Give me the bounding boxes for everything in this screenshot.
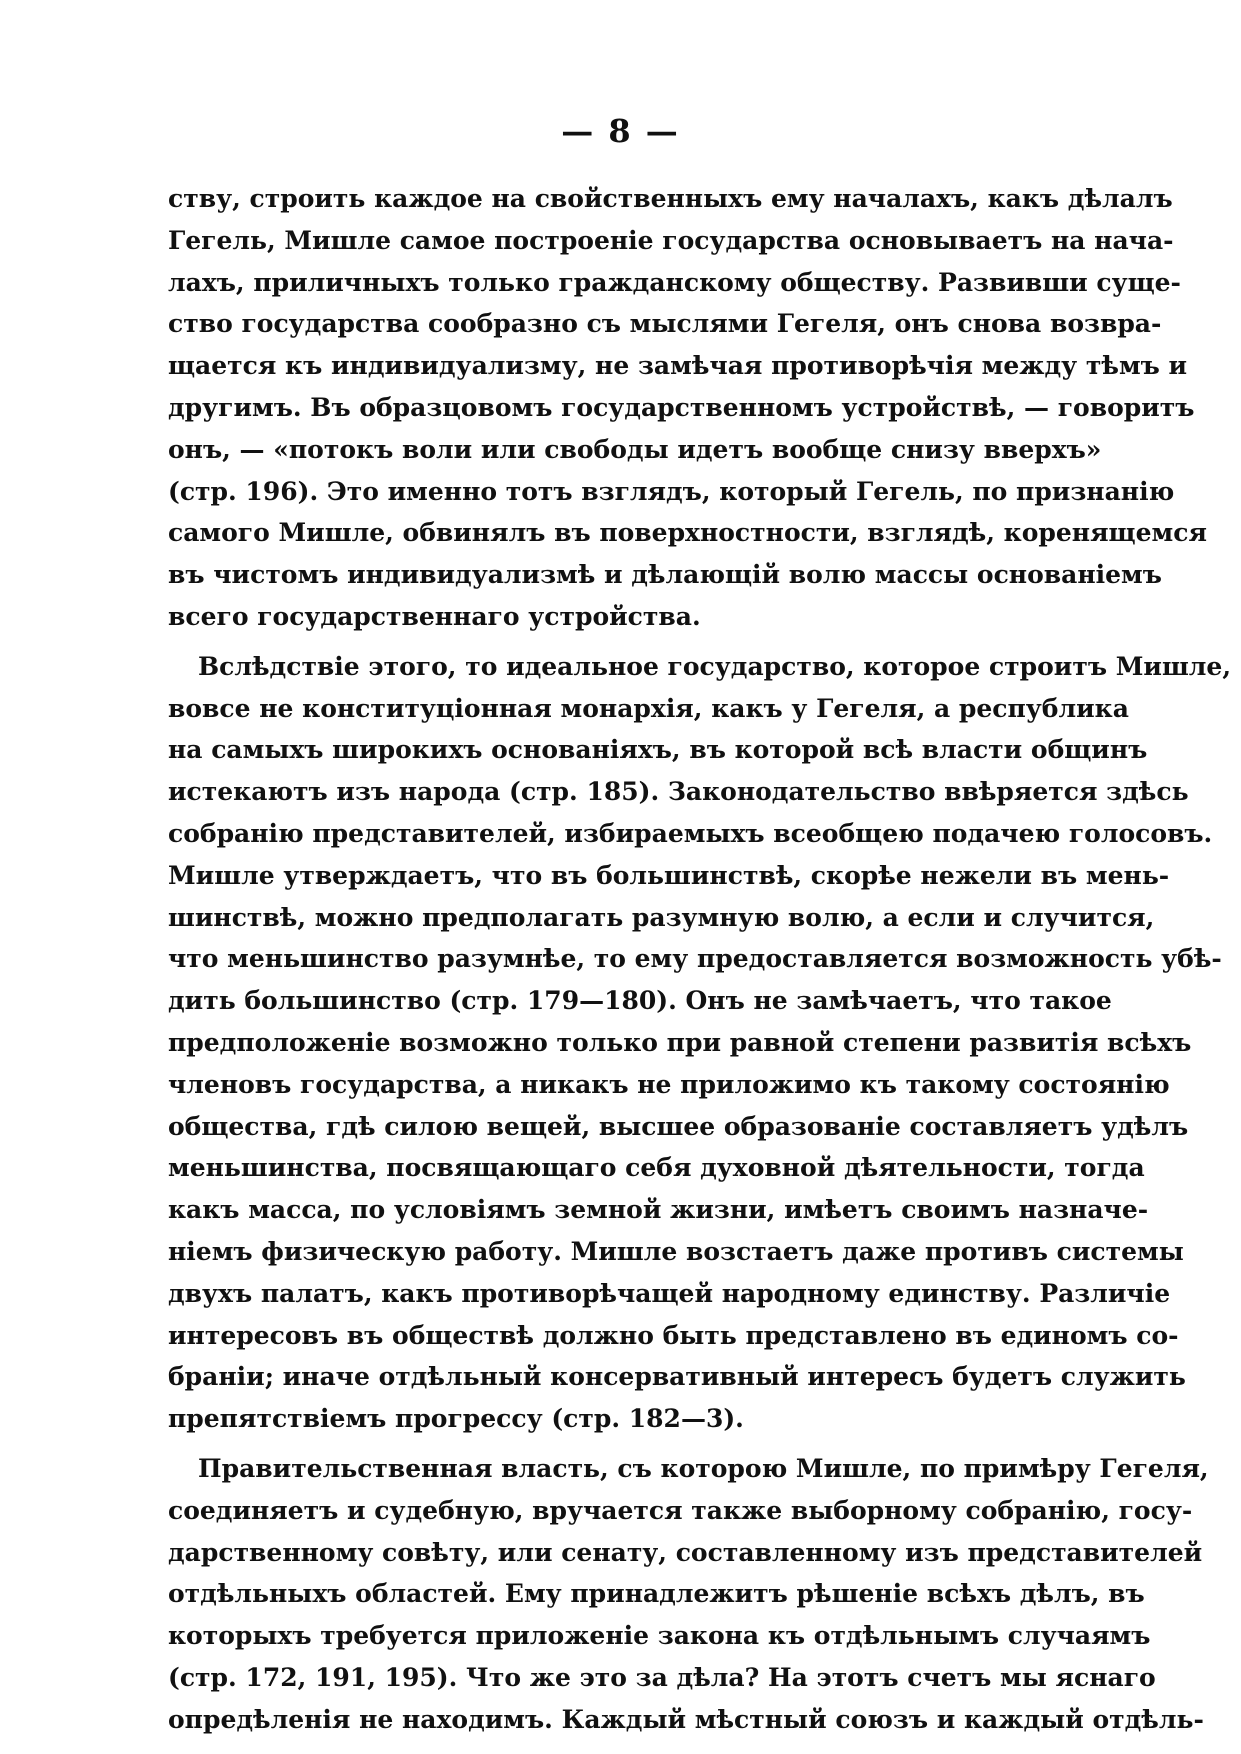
text-line: дарственному совѣту, или сенату, составленному изъ представителей bbox=[168, 1537, 1203, 1567]
text-line: соединяетъ и судебную, вручается также выборному собранію, госу- bbox=[168, 1495, 1193, 1525]
paragraph bbox=[168, 178, 1207, 638]
text-line: ніемъ физическую работу. Мишле возстаетъ даже противъ системы bbox=[168, 1236, 1184, 1266]
page-number: — 8 — bbox=[561, 112, 680, 150]
text-line: вовсе не конституціонная монархія, какъ у Гегеля, а республика bbox=[168, 693, 1129, 723]
text-line: интересовъ въ обществѣ должно быть представлено въ единомъ со- bbox=[168, 1320, 1179, 1350]
paragraph bbox=[168, 646, 1232, 1440]
text-line: въ чистомъ индивидуализмѣ и дѣлающій волю массы основаніемъ bbox=[168, 560, 1162, 590]
text-line: онъ, — «потокъ воли или свободы идетъ вообще снизу вверхъ» bbox=[168, 434, 1102, 464]
paragraph bbox=[168, 1448, 1209, 1741]
body-text bbox=[168, 178, 1232, 1740]
text-line: ству, строить каждое на свойственныхъ ему началахъ, какъ дѣлалъ bbox=[168, 184, 1173, 213]
text-line: что меньшинство разумнѣе, то ему предоставляется возможность убѣ- bbox=[168, 944, 1222, 974]
text-line: общества, гдѣ силою вещей, высшее образованіе составляетъ удѣлъ bbox=[168, 1111, 1189, 1141]
text-line: двухъ палатъ, какъ противорѣчащей народному единству. Различіе bbox=[168, 1278, 1171, 1308]
text-line: дить большинство (стр. 179—180). Онъ не замѣчаетъ, что такое bbox=[168, 986, 1112, 1016]
text-line: (стр. 172, 191, 195). Что же это за дѣла? На этотъ счетъ мы яснаго bbox=[168, 1662, 1156, 1692]
text-line: Гегель, Мишле самое построеніе государства основываетъ на нача- bbox=[168, 225, 1174, 255]
text-line: опредѣленія не находимъ. Каждый мѣстный союзъ и каждый отдѣль- bbox=[168, 1704, 1204, 1734]
text-line: лахъ, приличныхъ только гражданскому обществу. Развивши суще- bbox=[168, 267, 1181, 297]
text-line: предположеніе возможно только при равной степени развитія всѣхъ bbox=[168, 1027, 1192, 1057]
text-line: ство государства сообразно съ мыслями Гегеля, онъ снова возвра- bbox=[168, 309, 1162, 339]
text-line: шинствѣ, можно предполагать разумную волю, а если и случится, bbox=[168, 902, 1155, 932]
text-line: которыхъ требуется приложеніе закона къ отдѣльнымъ случаямъ bbox=[168, 1621, 1151, 1651]
text-line: какъ масса, по условіямъ земной жизни, имѣетъ своимъ назначе- bbox=[168, 1195, 1149, 1225]
text-line: собранію представителей, избираемыхъ всеобщею подачею голосовъ. bbox=[168, 818, 1213, 848]
text-line: меньшинства, посвящающаго себя духовной дѣятельности, тогда bbox=[168, 1153, 1145, 1183]
text-line: браніи; иначе отдѣльный консервативный интересъ будетъ служить bbox=[168, 1362, 1186, 1392]
text-line: Мишле утверждаетъ, что въ большинствѣ, скорѣе нежели въ мень- bbox=[168, 860, 1170, 890]
text-line: истекаютъ изъ народа (стр. 185). Законодательство ввѣряется здѣсь bbox=[168, 777, 1189, 807]
text-line: всего государственнаго устройства. bbox=[168, 601, 701, 631]
text-line: (стр. 196). Это именно тотъ взглядъ, который Гегель, по признанію bbox=[168, 476, 1175, 506]
text-line: Вслѣдствіе этого, то идеальное государство, которое строитъ Мишле, bbox=[198, 651, 1232, 681]
text-line: щается къ индивидуализму, не замѣчая противорѣчія между тѣмъ и bbox=[168, 351, 1188, 381]
text-line: Правительственная власть, съ которою Мишле, по примѣру Гегеля, bbox=[198, 1453, 1209, 1483]
text-line: членовъ государства, а никакъ не приложимо къ такому состоянію bbox=[168, 1069, 1170, 1099]
text-line: на самыхъ широкихъ основаніяхъ, въ которой всѣ власти общинъ bbox=[168, 735, 1148, 765]
text-line: препятствіемъ прогрессу (стр. 182—3). bbox=[168, 1404, 744, 1434]
text-line: отдѣльныхъ областей. Ему принадлежитъ рѣшеніе всѣхъ дѣлъ, въ bbox=[168, 1579, 1145, 1609]
text-line: другимъ. Въ образцовомъ государственномъ устройствѣ, — говоритъ bbox=[168, 392, 1195, 422]
text-line: самого Мишле, обвинялъ въ поверхностности, взглядѣ, коренящемся bbox=[168, 518, 1207, 548]
